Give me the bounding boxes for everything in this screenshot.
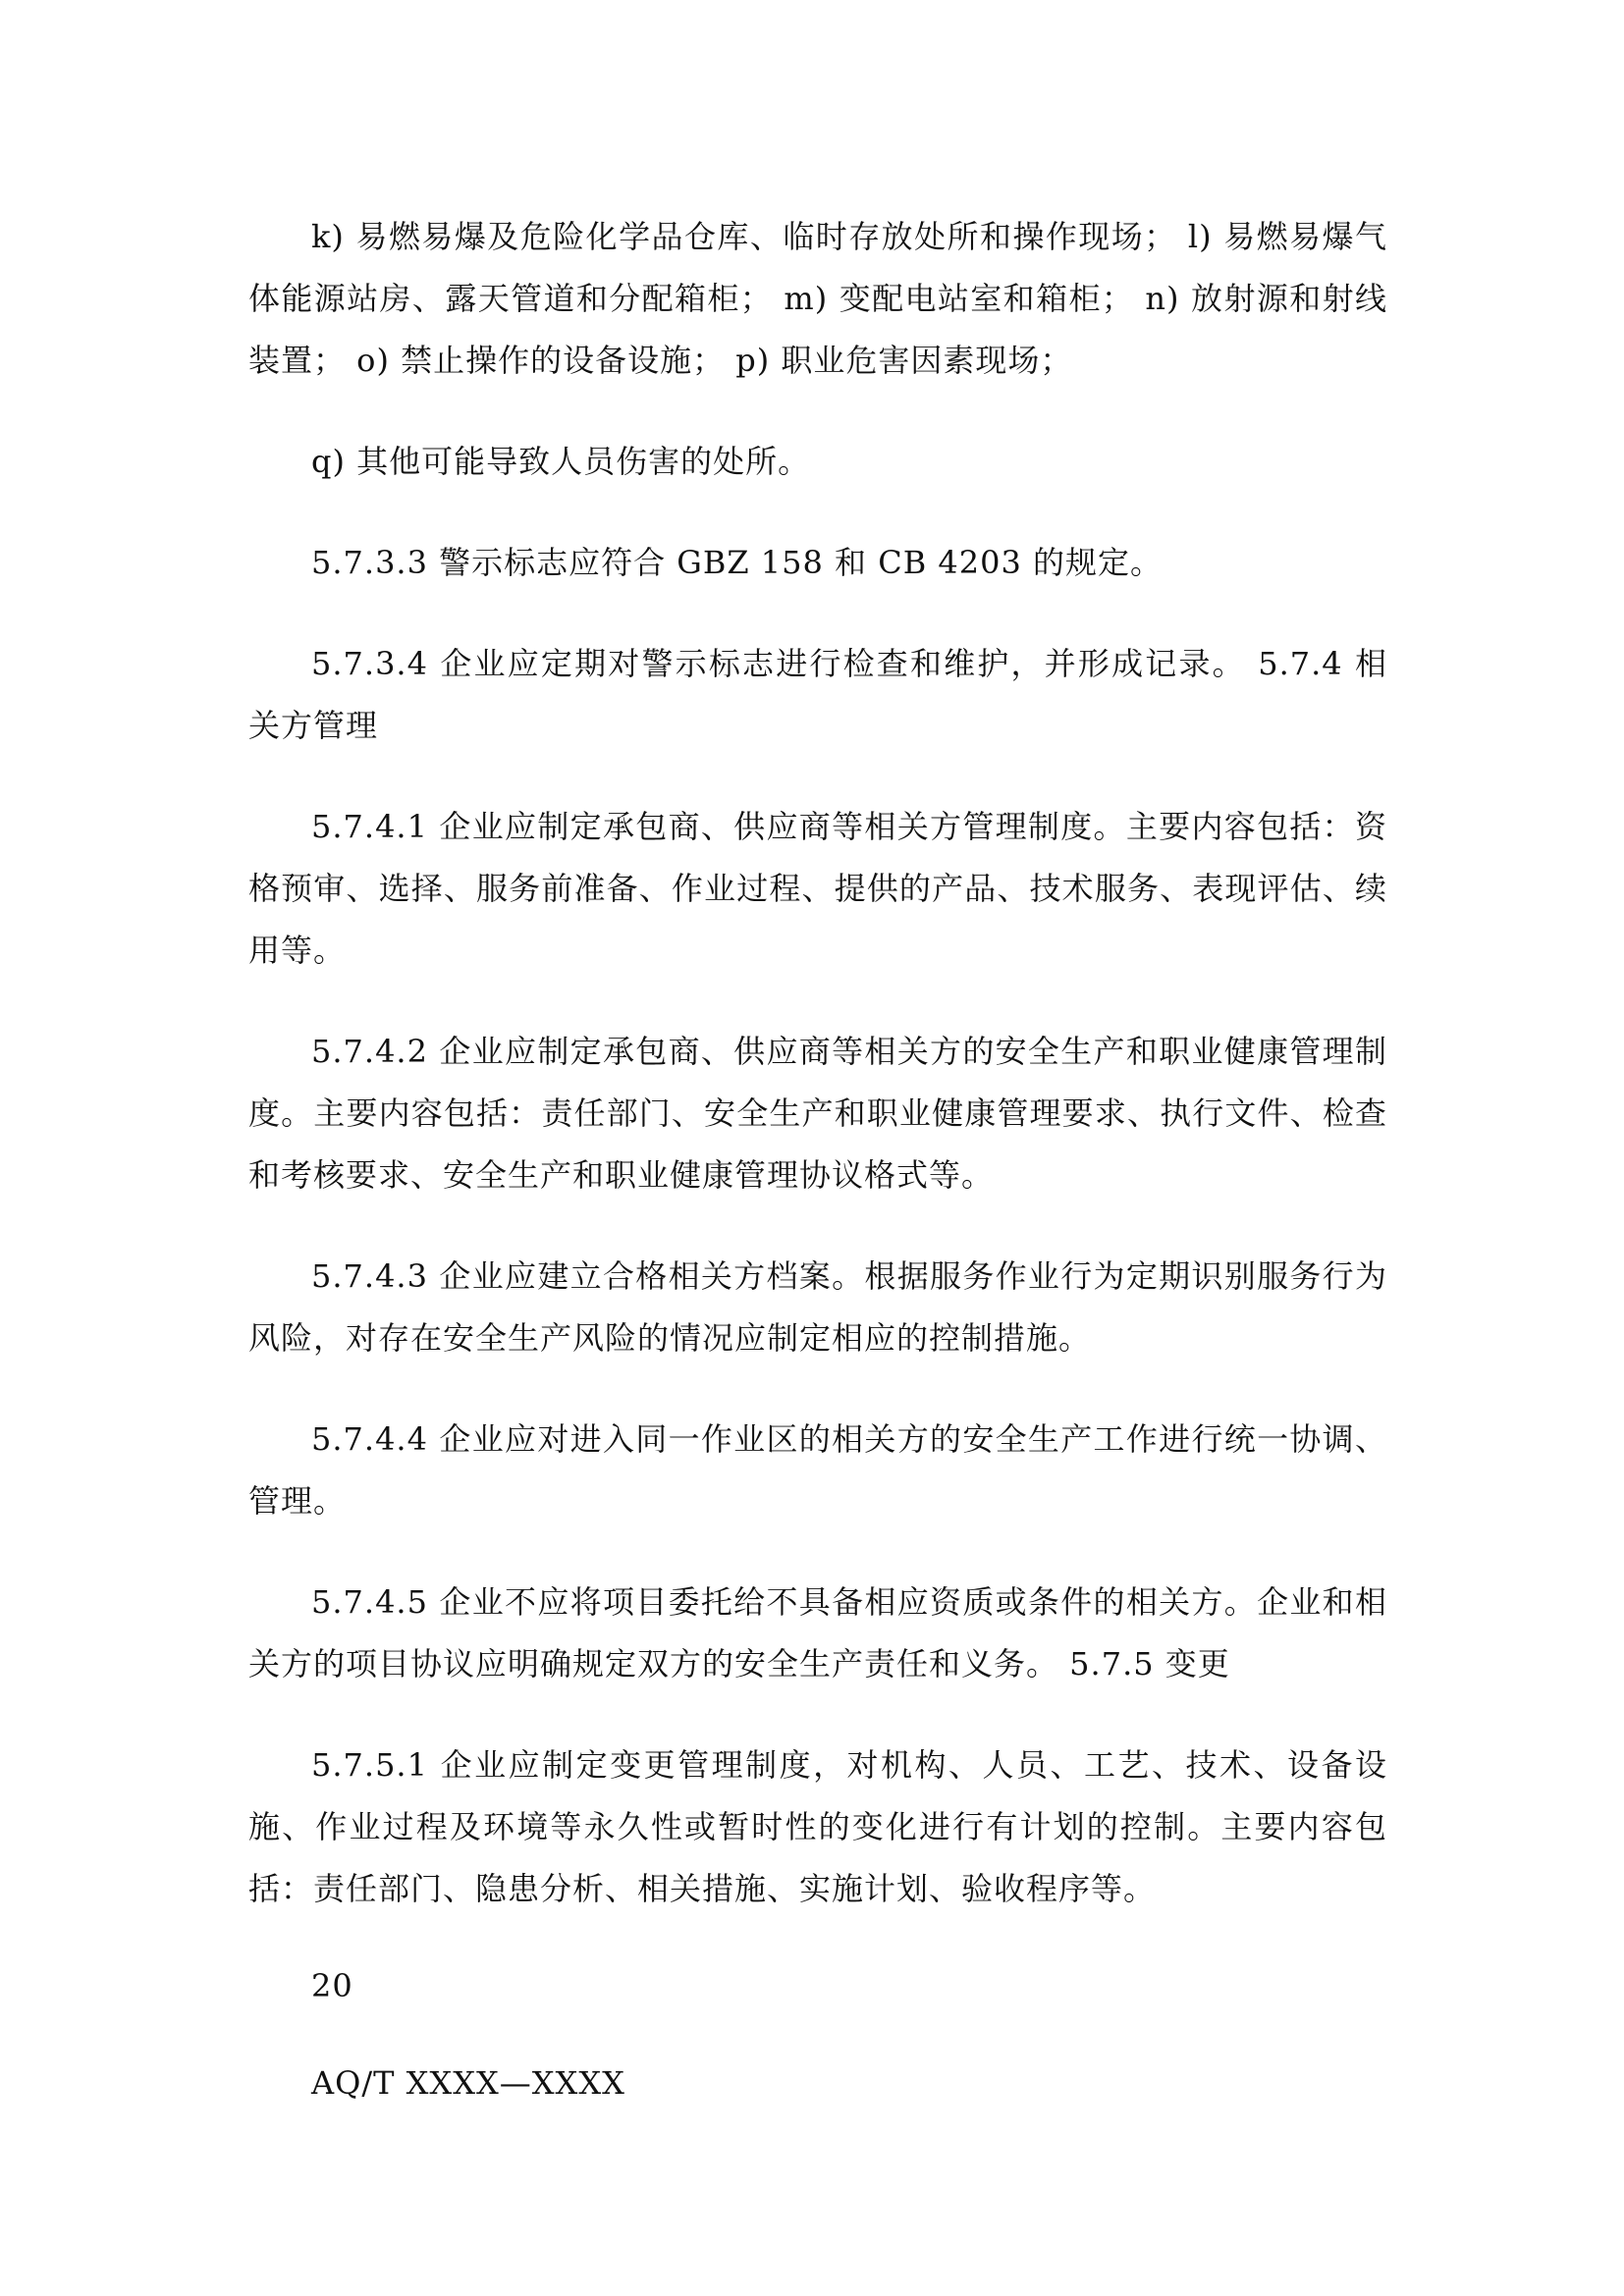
document-body [248, 206, 1387, 2114]
standard-code: AQ/T XXXX—XXXX [311, 2064, 625, 2102]
paragraph-5-7-3-3: 5.7.3.3 警示标志应符合 GBZ 158 和 CB 4203 的规定。 [311, 544, 1163, 581]
paragraph-5-7-4-1: 5.7.4.1 企业应制定承包商、供应商等相关方管理制度。主要内容包括：资格预审、选择、服务前准备、作业过程、提供的产品、技术服务、表现评估、续用等。 [248, 808, 1387, 969]
paragraph-5-7-5-1: 5.7.5.1 企业应制定变更管理制度，对机构、人员、工艺、技术、设备设施、作业过程及环境等永久性或暂时性的变化进行有计划的控制。主要内容包括：责任部门、隐患分析、相关措施、实施计划、验收程序等。 [248, 1746, 1387, 1907]
page-number: 20 [311, 1967, 353, 2004]
paragraph-5-7-4-3: 5.7.4.3 企业应建立合格相关方档案。根据服务作业行为定期识别服务行为风险，对存在安全生产风险的情况应制定相应的控制措施。 [248, 1257, 1387, 1357]
paragraph-5-7-4-4: 5.7.4.4 企业应对进入同一作业区的相关方的安全生产工作进行统一协调、管理。 [248, 1420, 1387, 1520]
paragraph-warning-locations: k) 易燃易爆及危险化学品仓库、临时存放处所和操作现场； l) 易燃易爆气体能源站房、露天管道和分配箱柜； m) 变配电站室和箱柜； n) 放射源和射线装置； o) 禁止操作的设备设施； p) 职业危害因素现场； [248, 218, 1387, 379]
paragraph-5-7-4-2: 5.7.4.2 企业应制定承包商、供应商等相关方的安全生产和职业健康管理制度。主要内容包括：责任部门、安全生产和职业健康管理要求、执行文件、检查和考核要求、安全生产和职业健康管理协议格式等。 [248, 1033, 1387, 1194]
paragraph-other-locations: q) 其他可能导致人员伤害的处所。 [311, 443, 811, 480]
paragraph-5-7-3-4: 5.7.3.4 企业应定期对警示标志进行检查和维护，并形成记录。 5.7.4 相关方管理 [248, 645, 1387, 744]
paragraph-5-7-4-5: 5.7.4.5 企业不应将项目委托给不具备相应资质或条件的相关方。企业和相关方的项目协议应明确规定双方的安全生产责任和义务。 5.7.5 变更 [248, 1583, 1387, 1682]
